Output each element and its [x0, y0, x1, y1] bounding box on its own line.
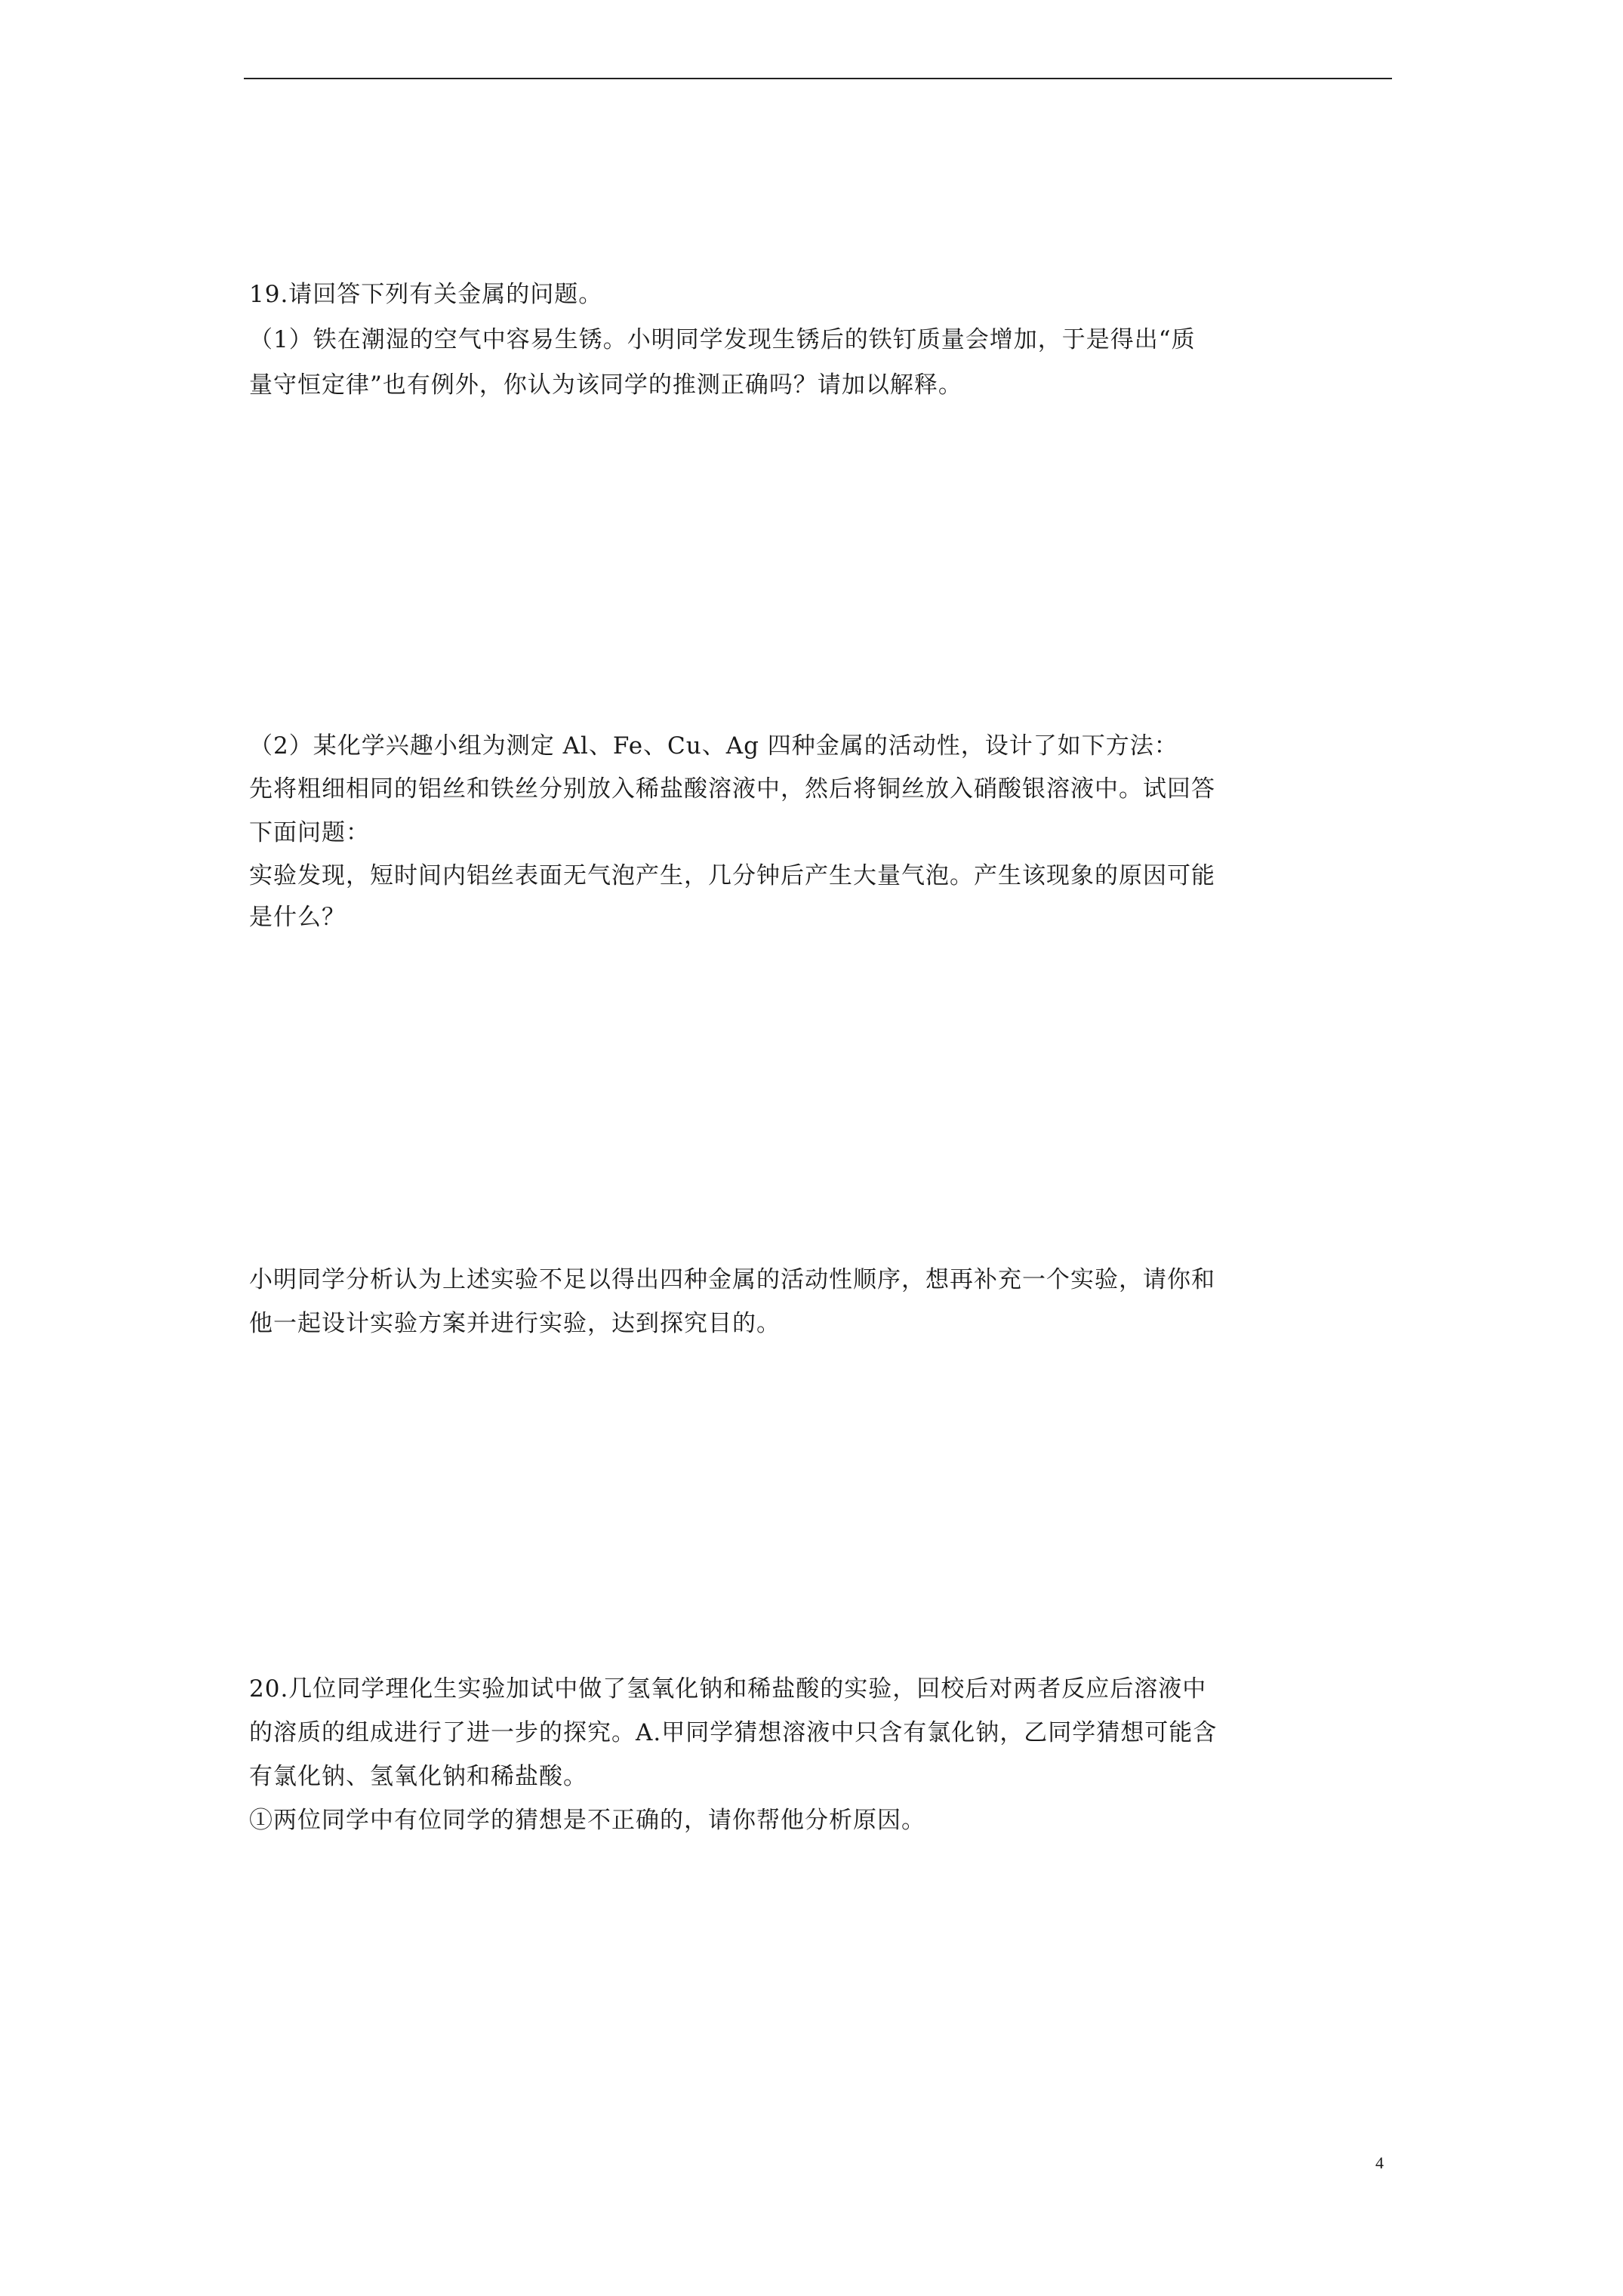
q20-line2: 的溶质的组成进行了进一步的探究。A.甲同学猜想溶液中只含有氯化钠，乙同学猜想可能含: [249, 1719, 1218, 1746]
q19-part2-line1: （2）某化学兴趣小组为测定 Al、Fe、Cu、Ag 四种金属的活动性，设计了如下方法：: [249, 732, 1178, 760]
q20-line1: 20.几位同学理化生实验加试中做了氢氧化钠和稀盐酸的实验，回校后对两者反应后溶液中: [249, 1675, 1207, 1703]
q19-part1-line1: （1）铁在潮湿的空气中容易生锈。小明同学发现生锈后的铁钉质量会增加，于是得出“质: [249, 326, 1196, 353]
q19-part2-line4: 实验发现，短时间内铝丝表面无气泡产生，几分钟后产生大量气泡。产生该现象的原因可能: [249, 862, 1215, 889]
page-number: 4: [1375, 2153, 1384, 2172]
q19-part1-line2: 量守恒定律”也有例外，你认为该同学的推测正确吗？请加以解释。: [249, 371, 962, 399]
q19-part3-line1: 小明同学分析认为上述实验不足以得出四种金属的活动性顺序，想再补充一个实验，请你和: [249, 1266, 1215, 1293]
q19-part2-line3: 下面问题：: [249, 819, 370, 846]
q19-part2-line5: 是什么？: [249, 904, 346, 931]
header-rule: [244, 78, 1392, 79]
q20-line4: ①两位同学中有位同学的猜想是不正确的，请你帮他分析原因。: [249, 1807, 925, 1834]
q20-line3: 有氯化钠、氢氧化钠和稀盐酸。: [249, 1763, 587, 1790]
q19-part3-line2: 他一起设计实验方案并进行实验，达到探究目的。: [249, 1310, 781, 1337]
q19-title: 19.请回答下列有关金属的问题。: [249, 281, 603, 308]
q19-part2-line2: 先将粗细相同的铝丝和铁丝分别放入稀盐酸溶液中，然后将铜丝放入硝酸银溶液中。试回答: [249, 775, 1215, 803]
